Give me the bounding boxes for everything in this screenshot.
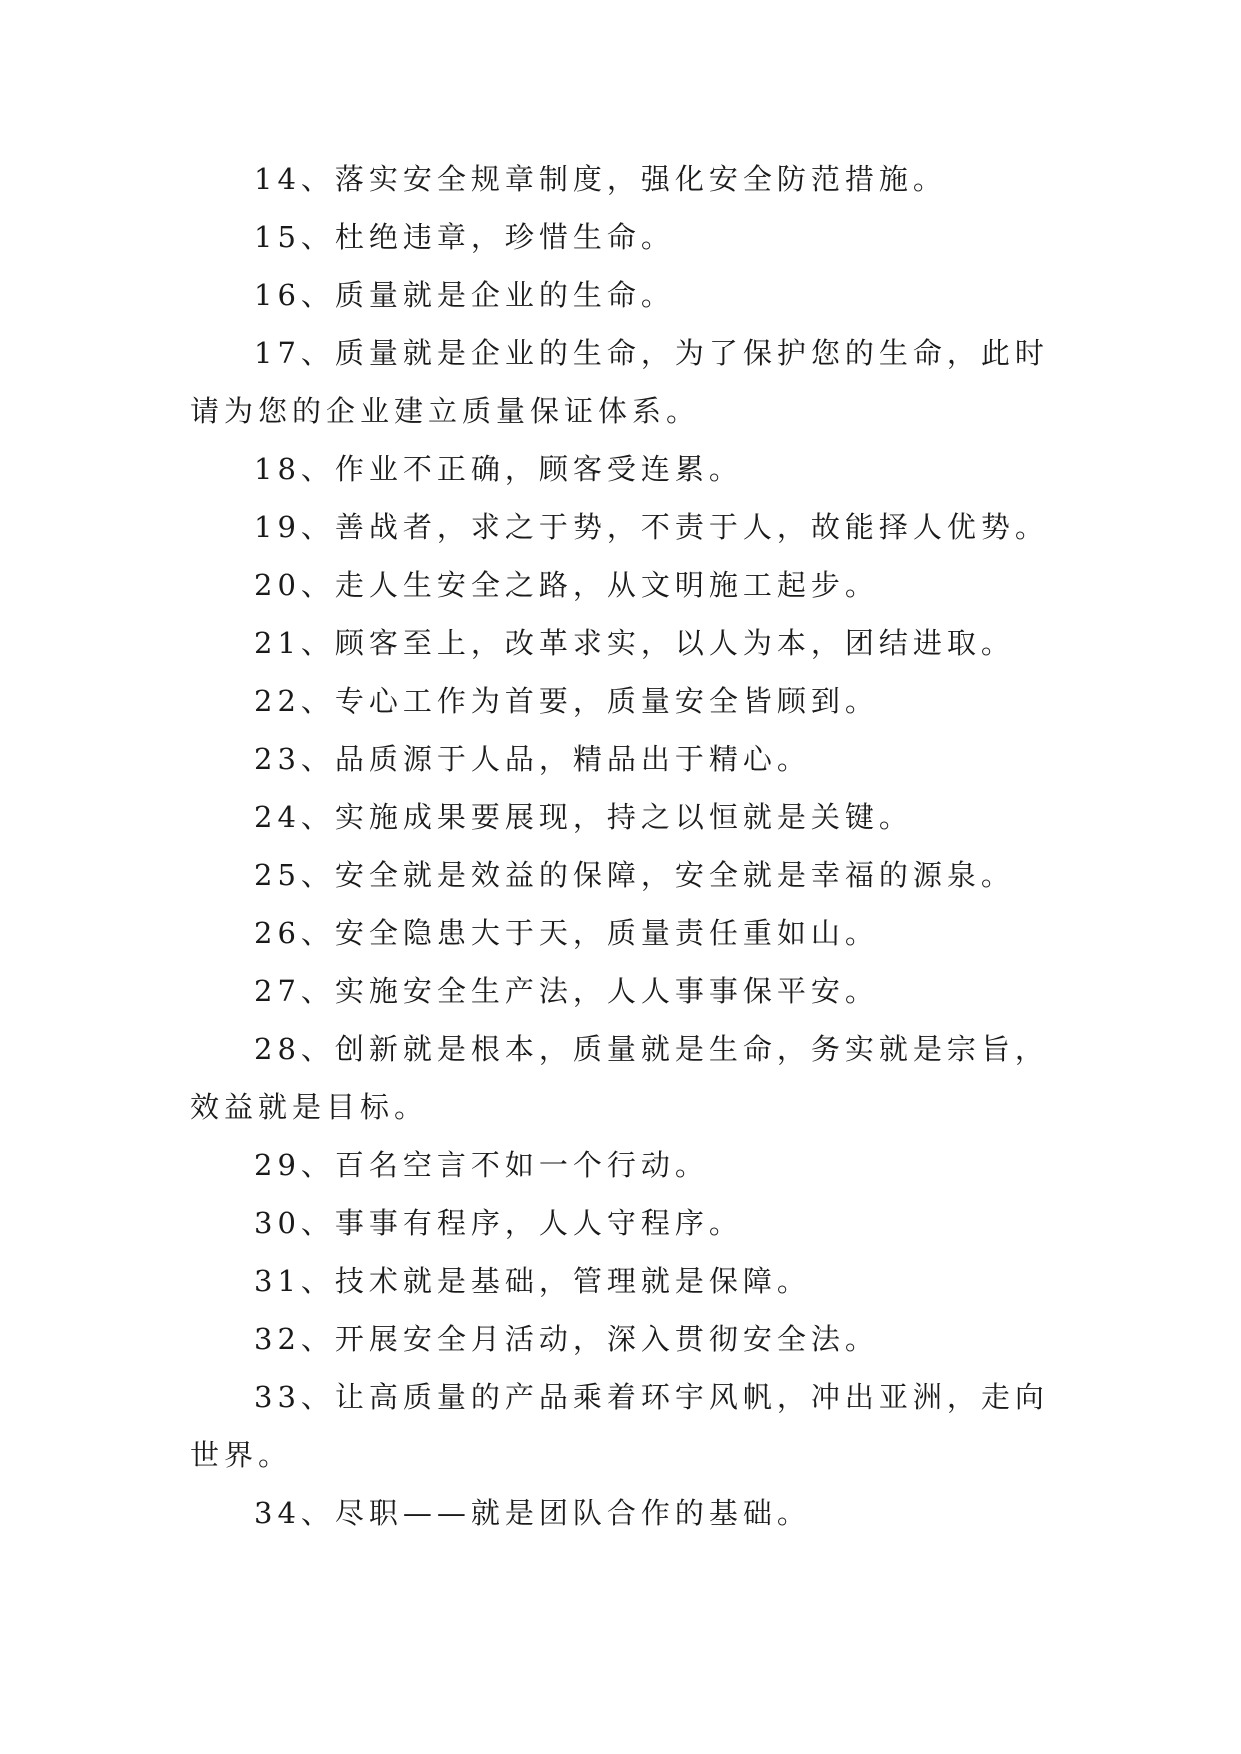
slogan-item: 24、实施成果要展现，持之以恒就是关键。: [254, 800, 913, 834]
slogan-item: 34、尽职——就是团队合作的基础。: [254, 1496, 811, 1530]
slogan-item: 30、事事有程序，人人守程序。: [254, 1206, 743, 1240]
slogan-item: 22、专心工作为首要，质量安全皆顾到。: [254, 684, 879, 718]
slogan-item: 14、落实安全规章制度，强化安全防范措施。: [254, 162, 947, 196]
slogan-item: 16、质量就是企业的生命。: [254, 278, 675, 312]
slogan-item: 23、品质源于人品，精品出于精心。: [254, 742, 811, 776]
slogan-item: 29、百名空言不如一个行动。: [254, 1148, 709, 1182]
slogan-item: 27、实施安全生产法，人人事事保平安。: [254, 974, 879, 1008]
slogan-item: 20、走人生安全之路，从文明施工起步。: [254, 568, 879, 602]
slogan-item: 18、作业不正确，顾客受连累。: [254, 452, 743, 486]
slogan-item: 21、顾客至上，改革求实，以人为本，团结进取。: [254, 626, 1015, 660]
slogan-item: 31、技术就是基础，管理就是保障。: [254, 1264, 811, 1298]
slogan-item: 17、质量就是企业的生命，为了保护您的生命，此时请为您的企业建立质量保证体系。: [190, 336, 1049, 428]
slogan-item: 26、安全隐患大于天，质量责任重如山。: [254, 916, 879, 950]
slogan-item: 25、安全就是效益的保障，安全就是幸福的源泉。: [254, 858, 1015, 892]
slogan-item: 19、善战者，求之于势，不责于人，故能择人优势。: [254, 510, 1049, 544]
slogan-item: 33、让高质量的产品乘着环宇风帆，冲出亚洲，走向世界。: [190, 1380, 1049, 1472]
slogan-item: 28、创新就是根本，质量就是生命，务实就是宗旨，效益就是目标。: [190, 1032, 1049, 1124]
document-page: [190, 150, 1050, 1542]
slogan-item: 15、杜绝违章，珍惜生命。: [254, 220, 675, 254]
slogan-item: 32、开展安全月活动，深入贯彻安全法。: [254, 1322, 879, 1356]
